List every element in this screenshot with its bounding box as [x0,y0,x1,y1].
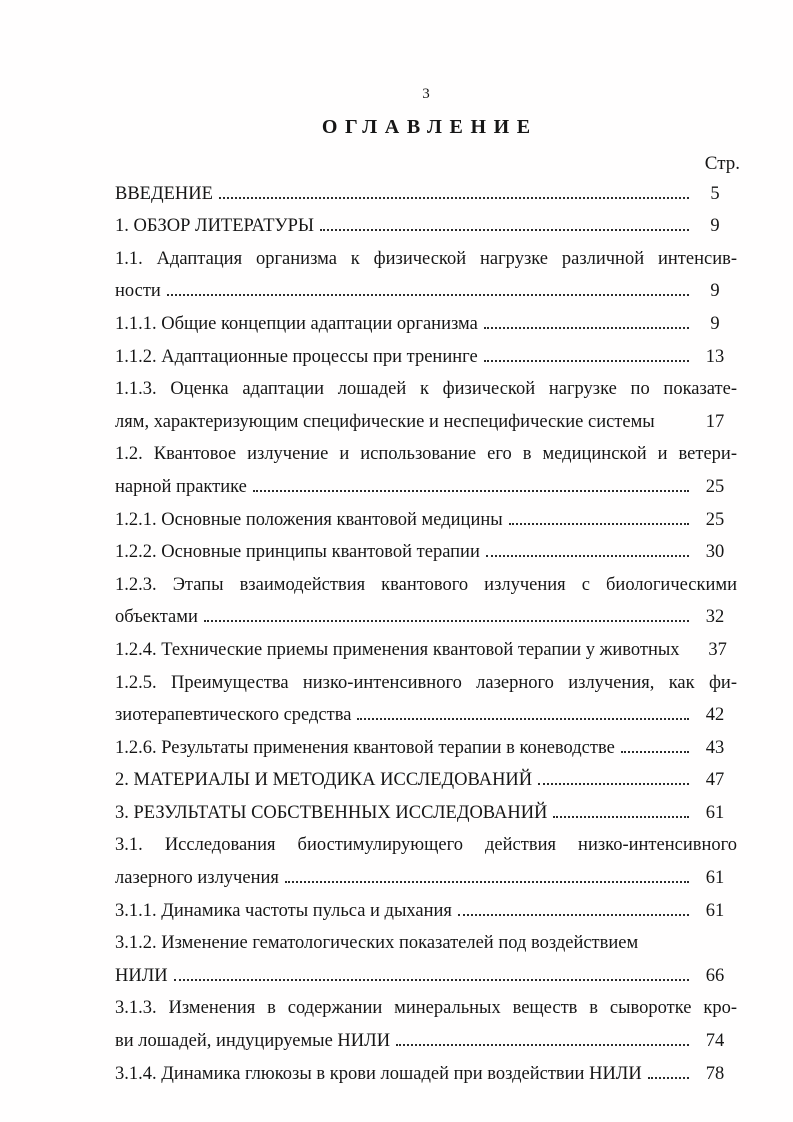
toc-line-text: 1.2.1. Основные положения квантовой медицины [115,509,503,530]
toc-line-text: 1.2.4. Технические приемы применения квантовой терапии у животных [115,639,680,660]
toc-line-text: 3. РЕЗУЛЬТАТЫ СОБСТВЕННЫХ ИССЛЕДОВАНИЙ [115,802,548,823]
toc-line [115,728,737,761]
toc-line [115,304,737,337]
toc-page-number: 13 [705,346,725,367]
toc-line-text: 3.1.2. Изменение гематологических показателей под воздействием [115,933,639,954]
toc-page-number: 61 [705,868,725,889]
dot-leader [219,197,689,199]
toc-page-number: 25 [705,476,725,497]
pages-column-header: Стр. [704,153,740,174]
toc-line-text: нарной практике [115,476,247,497]
toc-line [115,598,737,631]
toc-page-number: 30 [705,542,725,563]
toc-page-number: 37 [708,639,727,660]
toc-page-number: 42 [705,705,725,726]
toc-line [115,956,737,989]
text-block [115,0,740,1122]
toc-line [115,663,737,696]
toc-line-text: объектами [115,607,198,628]
toc-line [115,500,737,533]
toc-line [115,826,737,859]
toc-page-number: 5 [710,183,720,204]
toc-line [115,924,737,957]
toc-line-text: лям, характеризующим специфические и неспецифические системы [115,411,655,432]
toc-line [115,370,737,403]
dot-leader [648,1077,689,1079]
table-of-contents [115,174,737,1087]
toc-line [115,793,737,826]
toc-line-text: 1.2. Квантовое излучение и использование его в медицинской и ветери- [115,444,737,465]
toc-line-text: 1.1.3. Оценка адаптации лошадей к физической нагрузке по показате- [115,379,737,400]
toc-line [115,630,737,663]
toc-line-text: 1.1.1. Общие концепции адаптации организма [115,313,478,334]
toc-line [115,891,737,924]
toc-line-text: 1. ОБЗОР ЛИТЕРАТУРЫ [115,216,315,237]
toc-line [115,761,737,794]
toc-line [115,402,737,435]
page-title: ОГЛАВЛЕНИЕ [321,116,538,138]
toc-line-text: 1.2.6. Результаты применения квантовой терапии в коневодстве [115,737,615,758]
dot-leader [167,294,689,296]
toc-line-text: 1.1.2. Адаптационные процессы при тренинге [115,346,478,367]
toc-line-text: НИЛИ [115,965,168,986]
toc-line [115,533,737,566]
dot-leader [396,1044,689,1046]
toc-line-text: 3.1.3. Изменения в содержании минеральных веществ в сыворотке кро- [115,998,737,1019]
dot-leader [538,783,689,785]
dot-leader [621,751,689,753]
toc-line [115,272,737,305]
toc-line [115,696,737,729]
toc-page-number: 9 [710,281,720,302]
toc-line-text: 1.2.5. Преимущества низко-интенсивного лазерного излучения, как фи- [115,672,737,693]
dot-leader [661,425,689,427]
dot-leader [686,653,692,655]
toc-line-text: ВВЕДЕНИЕ [115,183,213,204]
toc-line [115,435,737,468]
toc-line-text: 2. МАТЕРИАЛЫ И МЕТОДИКА ИССЛЕДОВАНИЙ [115,770,533,791]
toc-page-number: 61 [705,900,725,921]
toc-line-text: 1.2.2. Основные принципы квантовой терапии [115,542,480,563]
dot-leader [484,327,689,329]
dot-leader [484,360,689,362]
toc-line-text: 3.1.4. Динамика глюкозы в крови лошадей при воздействии НИЛИ [115,1063,642,1084]
toc-line [115,1054,737,1087]
toc-line-text: 1.1. Адаптация организма к физической нагрузке различной интенсив- [115,248,737,269]
toc-line [115,565,737,598]
toc-line [115,239,737,272]
dot-leader [204,620,689,622]
dot-leader [486,555,689,557]
dot-leader [253,490,689,492]
dot-leader [174,979,689,981]
toc-page-number: 66 [705,965,725,986]
toc-page-number: 9 [710,216,720,237]
toc-page-number: 17 [705,411,725,432]
toc-line-text: 3.1. Исследования биостимулирующего действия низко-интенсивного [115,835,737,856]
toc-page-number: 9 [710,313,720,334]
dot-leader [553,816,689,818]
toc-page-number: 32 [705,607,725,628]
toc-line-text: зиотерапевтического средства [115,705,352,726]
dot-leader [285,881,689,883]
toc-page-number: 25 [705,509,725,530]
toc-page-number: 78 [705,1063,725,1084]
toc-page-number: 74 [705,1031,725,1052]
toc-line [115,207,737,240]
page-number-top: 3 [422,86,430,102]
toc-line [115,1021,737,1054]
toc-line [115,989,737,1022]
toc-line [115,337,737,370]
toc-line [115,467,737,500]
toc-page-number: 43 [705,737,725,758]
dot-leader [458,914,689,916]
toc-line-text: 1.2.3. Этапы взаимодействия квантового излучения с биологическими [115,574,737,595]
dot-leader [509,523,689,525]
dot-leader [357,718,689,720]
toc-page-number: 61 [705,802,725,823]
toc-line-text: лазерного излучения [115,868,279,889]
toc-line-text: ви лошадей, индуцируемые НИЛИ [115,1031,391,1052]
toc-line [115,858,737,891]
toc-line-text: 3.1.1. Динамика частоты пульса и дыхания [115,900,452,921]
dot-leader [320,229,689,231]
toc-page-number: 47 [705,770,725,791]
toc-line-text: ности [115,281,161,302]
toc-line [115,174,737,207]
